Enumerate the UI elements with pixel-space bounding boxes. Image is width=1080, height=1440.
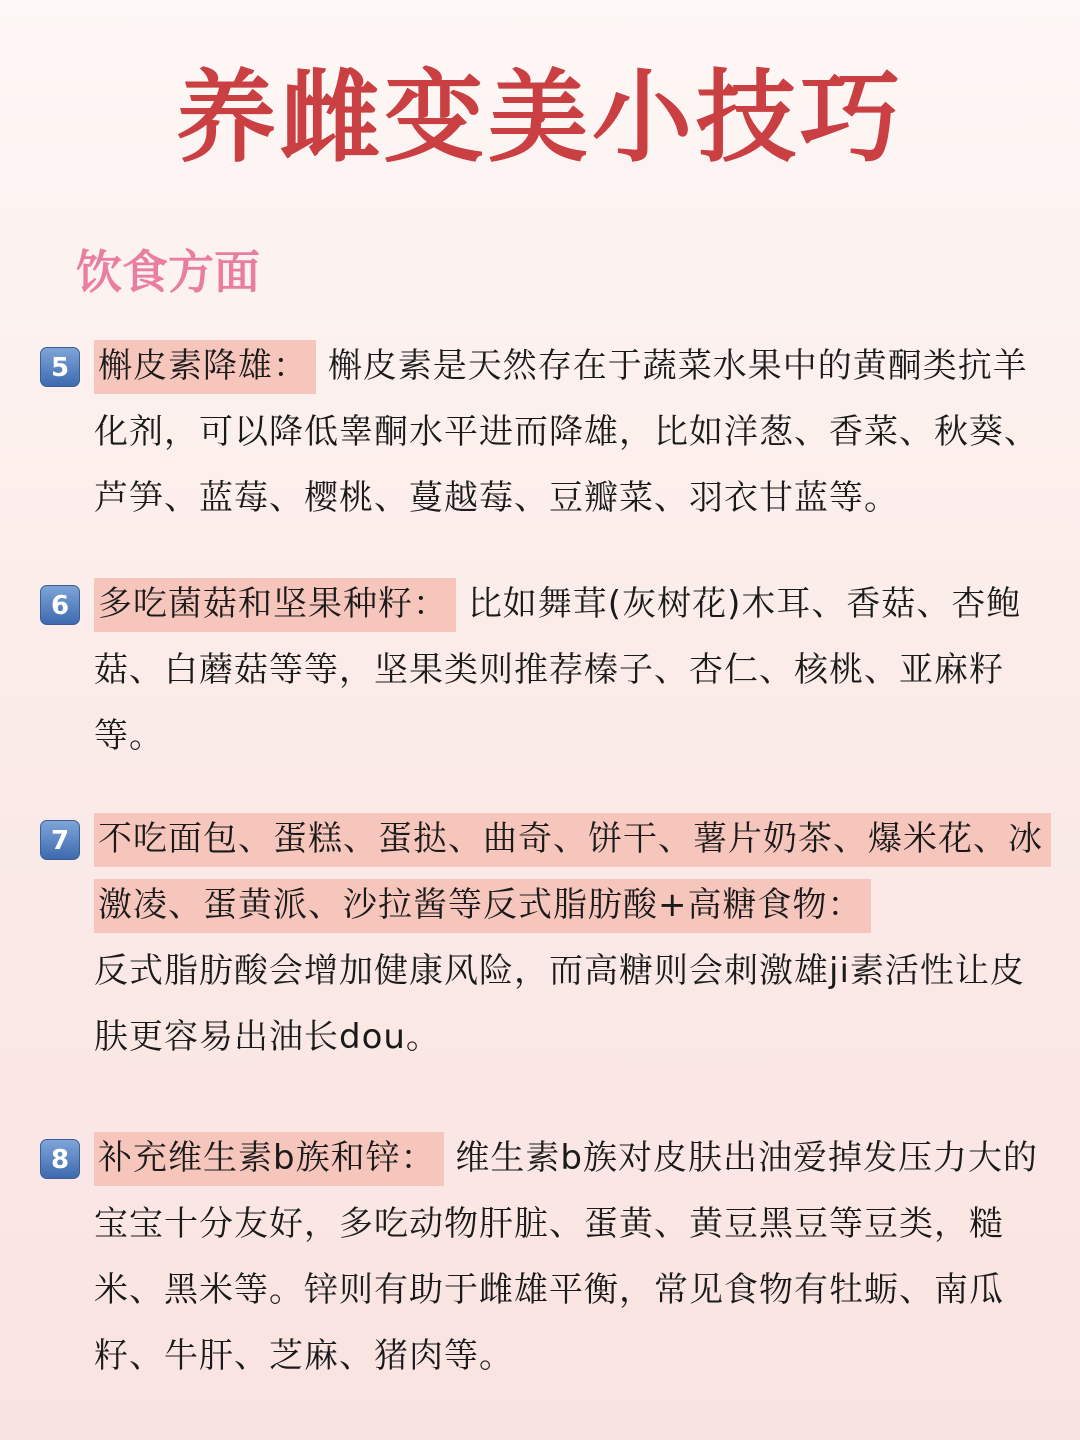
section-heading: 饮食方面 xyxy=(76,245,260,299)
tip-text xyxy=(94,333,1054,531)
tip-text xyxy=(94,806,1054,1070)
tip-highlight: 补充维生素b族和锌： xyxy=(94,1132,444,1186)
tip-text xyxy=(94,1125,1054,1389)
tip-body: 维生素b族对皮肤出油爱掉发压力大的宝宝十分友好，多吃动物肝脏、蛋黄、黄豆黑豆等豆类，糙米、黑米等。锌则有助于雌雄平衡，常见食物有牡蛎、南瓜籽、牛肝、芝麻、猪肉等。 xyxy=(94,1138,1038,1376)
tip-highlight: 多吃菌菇和坚果种籽： xyxy=(94,578,456,632)
tip-highlight: 槲皮素降雄： xyxy=(94,340,316,394)
number-5-badge-icon: 5 xyxy=(40,347,80,387)
number-6-badge-icon: 6 xyxy=(40,585,80,625)
tip-body: 反式脂肪酸会增加健康风险，而高糖则会刺激雄ji素活性让皮肤更容易出油长dou。 xyxy=(94,951,1025,1057)
number-7-badge-icon: 7 xyxy=(40,820,80,860)
page-title: 养雌变美小技巧 xyxy=(176,59,904,176)
tip-body: 比如舞茸(灰树花)木耳、香菇、杏鲍菇、白蘑菇等等，坚果类则推荐榛子、杏仁、核桃、亚麻籽等。 xyxy=(94,584,1022,756)
tip-body: 槲皮素是天然存在于蔬菜水果中的黄酮类抗羊化剂，可以降低睾酮水平进而降雄，比如洋葱、香菜、秋葵、芦笋、蓝莓、樱桃、蔓越莓、豆瓣菜、羽衣甘蓝等。 xyxy=(94,346,1039,518)
tip-highlight: 不吃面包、蛋糕、蛋挞、曲奇、饼干、薯片奶茶、爆米花、冰激凌、蛋黄派、沙拉酱等反式脂肪酸+高糖食物： xyxy=(94,813,1051,933)
tip-text xyxy=(94,571,1054,769)
number-8-badge-icon: 8 xyxy=(40,1139,80,1179)
